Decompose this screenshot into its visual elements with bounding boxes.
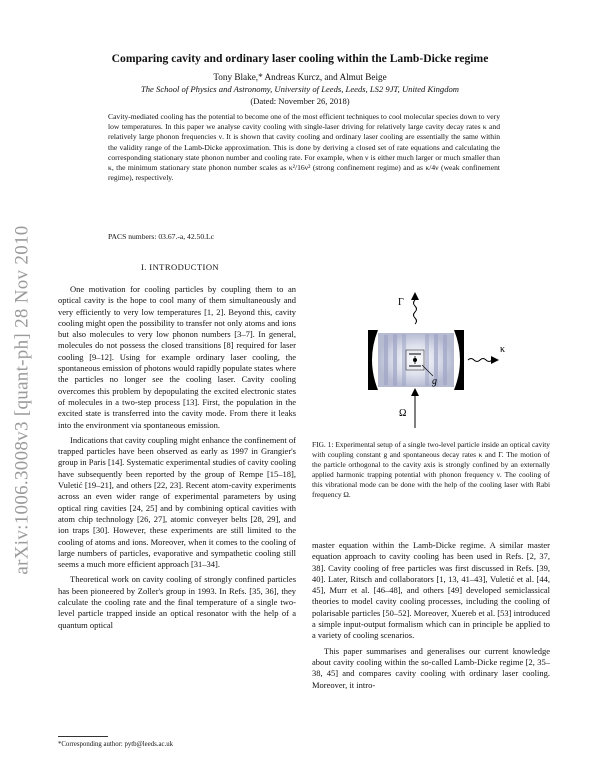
footnote: *Corresponding author: pytb@leeds.ac.uk — [58, 741, 173, 748]
paper-title: Comparing cavity and ordinary laser cooling within the Lamb-Dicke regime — [111, 52, 489, 65]
affiliation: The School of Physics and Astronomy, University of Leeds, Leeds, LS2 9JT, United Kingdom — [140, 84, 460, 94]
omega-label: Ω — [399, 408, 407, 419]
kappa-wavy-arrow — [468, 359, 492, 362]
paragraph: This paper summarises and generalises our current knowledge about cavity cooling within the so-called Lamb-Dicke regime [2, 35–38, 45] and compares cavity cooling with ordinary laser cooling. Moreover, it intro- — [312, 645, 550, 690]
right-column — [312, 540, 550, 691]
arxiv-stamp-text: arXiv:1006.3008v3 [quant-ph] 28 Nov 2010 — [12, 225, 34, 575]
right-mirror — [454, 330, 464, 390]
pacs-numbers: PACS numbers: 03.67.-a, 42.50.Lc — [108, 232, 215, 241]
abstract: Cavity-mediated cooling has the potential to become one of the most efficient techniques to cool molecular species down to very low temperatures. In this paper we analyse cavity cooling with single-laser driving for relatively large cavity decay rates κ and relatively large phonon frequencies ν. It is shown that cavity cooling and ordinary laser cooling are essentially the same within the validity range of the Lamb-Dicke approximation. This is done by deriving a closed set of rate equations and calculating the corresponding stationary state phonon number and cooling rate. For example, when ν is either much larger or much smaller than κ, the minimum stationary state phonon number scales as κ²/16ν² (strong confinement regime) and as κ/4ν (weak confinement regime), respectively. — [108, 112, 500, 183]
kappa-label: κ — [500, 344, 506, 355]
left-mirror — [368, 330, 378, 390]
dated: (Dated: November 26, 2018) — [250, 96, 350, 106]
kappa-arrowhead — [491, 356, 499, 364]
section-heading: I. INTRODUCTION — [140, 262, 220, 272]
gamma-label: Γ — [398, 297, 404, 308]
left-column — [58, 284, 296, 631]
paragraph: Theoretical work on cavity cooling of strongly confined particles has been pioneered by Zoller's group in 1993. In Refs. [35, 36], they calculate the cooling rate and the final temperature of a single two-level particle trapped inside an optical resonator with the help of a quantum optical — [58, 574, 296, 630]
cavity-diagram — [344, 286, 534, 436]
paragraph: One motivation for cooling particles by coupling them to an optical cavity is the hope to cool many of them simultaneously and very efficiently to very low temperatures [1, 2]. Beyond this, cavity cooling might open the possibility to transfer not only atoms and ions but also molecules to very low phonon numbers [3–7]. In general, molecules do not possess the closed transitions [8] required for laser cooling [9–12]. Using for example ordinary laser cooling, the spontaneous emission of photons would rapidly populate states where the particles no longer see the cooling laser. Cavity cooling overcomes this problem by depopulating the excited electronic states of molecules in a two-step process [13]. First, the population in the excited state is transferred into the cavity mode. From there it leaks into the environment via spontaneous emission. — [58, 284, 296, 430]
authors: Tony Blake,* Andreas Kurcz, and Almut Beige — [213, 72, 387, 82]
laser-arrowhead — [411, 388, 419, 396]
figure-1 — [344, 286, 534, 436]
paragraph: master equation within the Lamb-Dicke regime. A similar master equation approach to cavity cooling has been used in Refs. [2, 37, 38]. Cavity cooling of free particles was first discussed in Refs. [39, 40]. Later, Ritsch and collaborators [1, 13, 41–43], Vuletić et al. [44, 45], Murr et al. [46–48], and others [49] developed semiclassical theories to model cavity cooling processes, including the cooling of polarisable particles [50–52]. Moreover, Xuereb et al. [53] introduced a simple input-output formalism which can in principle be applied to a variety of cooling scenarios. — [312, 540, 550, 641]
g-label: g — [432, 376, 437, 387]
figure-caption: FIG. 1: Experimental setup of a single two-level particle inside an optical cavity with coupling constant g and spontaneous decay rates κ and Γ. The motion of the particle orthogonal to the cavity axis is strongly confined by an externally applied harmonic trapping potential with phonon frequency ν. The cooling of this vibrational mode can be done with the help of the cooling laser with Rabi frequency Ω. — [312, 440, 550, 499]
footnote-rule — [58, 736, 108, 737]
paragraph: Indications that cavity coupling might enhance the confinement of trapped particles have been observed as early as 1997 in Grangier's group in Paris [14]. Systematic experimental studies of cavity cooling have subsequently been reported by the group of Rempe [15–18], Vuletić [19–21], and others [22, 23]. Recent atom-cavity experiments across an even wider range of experimental parameters by using optical ring cavities [24, 25] and by combining optical cavities with atom chip technology [26, 27], atomic conveyer belts [28, 29], and ion traps [30]. However, these experiments are still limited to the cooling of atoms and ions. Moreover, when it comes to the cooling of large numbers of particles, evaporative and sympathetic cooling still seems a much more efficient approach [31–34]. — [58, 434, 296, 570]
gamma-arrowhead — [411, 292, 419, 300]
gamma-wavy-arrow — [414, 300, 417, 324]
arxiv-stamp — [8, 208, 38, 592]
